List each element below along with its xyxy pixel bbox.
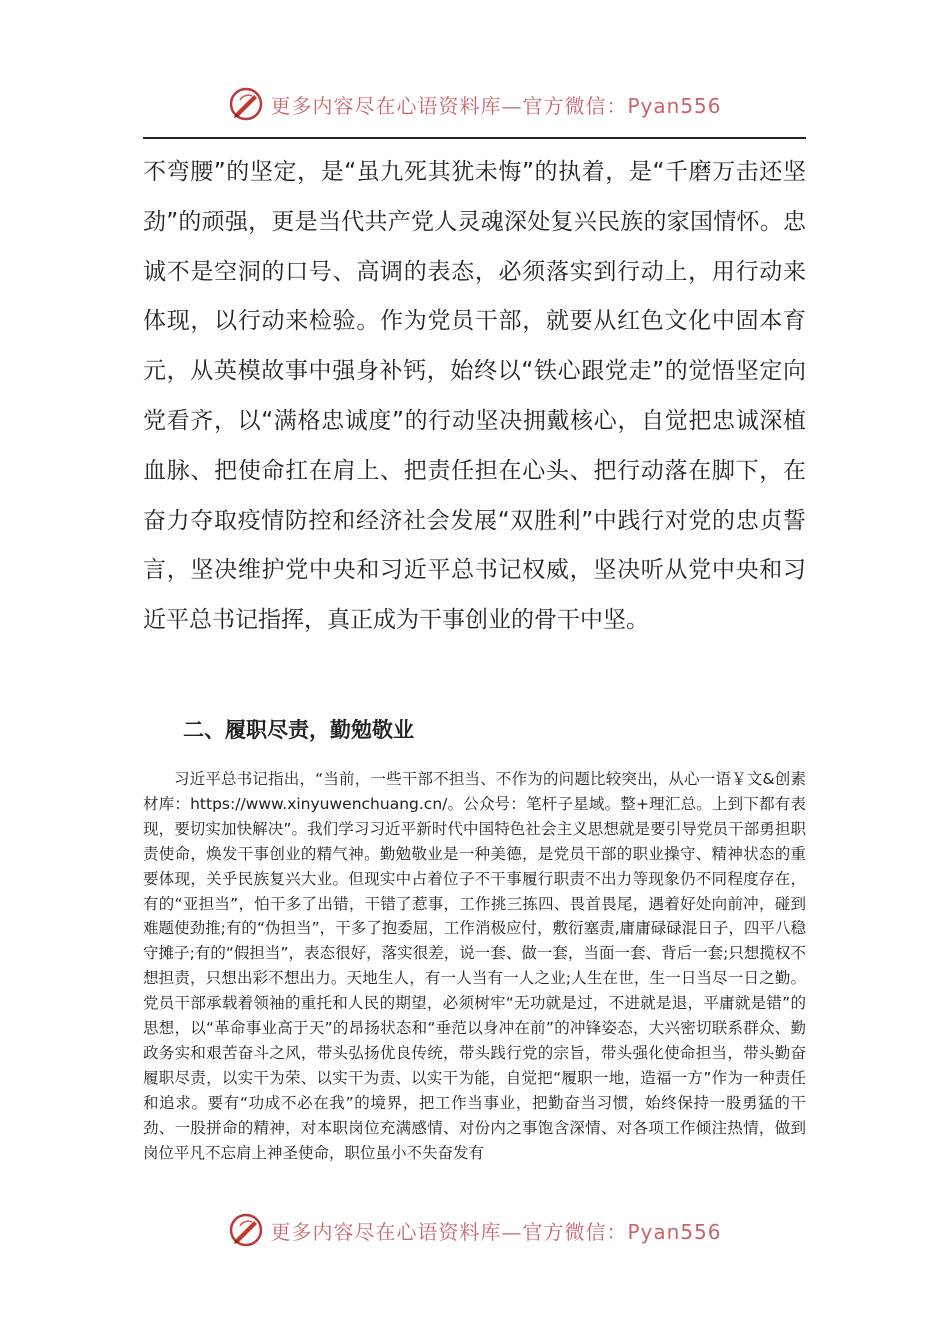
header-banner-text: 更多内容尽在心语资料库—官方微信： xyxy=(270,93,628,118)
section-heading: 二、履职尽责，勤勉敬业 xyxy=(183,718,414,742)
header-divider xyxy=(143,137,806,139)
footer-banner-text: 更多内容尽在心语资料库—官方微信： xyxy=(270,1219,628,1244)
footer-banner xyxy=(0,1208,950,1252)
header-banner xyxy=(0,82,950,126)
paragraph-2: 习近平总书记指出，“当前，一些干部不担当、不作为的问题比较突出，从心一语￥文&创素材库：https://www.xinyuwenchuang.cn/。公众号：笔杆子星域。整+理汇总。上到下都有表现，要切实加快解决”。我们学习习近平新时代中国特色社会主义思想就是要引导党员干部勇担职责使命，焕发干事创业的精气神。勤勉敬业是一种美德，是党员干部的职业操守、精神状态的重要体现，关乎民族复兴大业。但现实中占着位子不干事履行职责不出力等现象仍不同程度存在，有的“亚担当”，怕干多了出错，干错了惹事，工作挑三拣四、畏首畏尾，遇着好处向前冲，碰到难题使劲推;有的“伪担当”，干多了抱委屈，工作消极应付，敷衍塞责,庸庸碌碌混日子，四平八稳守摊子;有的“假担当”，表态很好，落实很差，说一套、做一套，当面一套、背后一套;只想揽权不想担责，只想出彩不想出力。天地生人，有一人当有一人之业;人生在世，生一日当尽一日之勤。党员干部承载着领袖的重托和人民的期望，必须树牢“无功就是过，不进就是退，平庸就是错”的思想，以“革命事业高于天”的昂扬状态和“垂范以身冲在前”的冲锋姿态，大兴密切联系群众、勤政务实和艰苦奋斗之风，带头弘扬优良传统，带头践行党的宗旨，带头强化使命担当，带头勤奋履职尽责，以实干为荣、以实干为责、以实干为能，自觉把“履职一地，造福一方”作为一种责任和追求。要有“功成不必在我”的境界，把工作当事业，把勤奋当习惯，始终保持一股勇猛的干劲、一股拼命的精神，对本职岗位充满感情、对份内之事饱含深情、对各项工作倾注热情，做到岗位平凡不忘肩上神圣使命，职位虽小不失奋发有 xyxy=(143,770,806,1162)
pen-logo-icon xyxy=(228,86,264,122)
footer-banner-handle: Pyan556 xyxy=(627,1219,722,1244)
header-banner-handle: Pyan556 xyxy=(627,93,722,118)
paragraph-1: 不弯腰”的坚定，是“虽九死其犹未悔”的执着，是“千磨万击还坚劲”的顽强，更是当代共产党人灵魂深处复兴民族的家国情怀。忠诚不是空洞的口号、高调的表态，必须落实到行动上，用行动来体现，以行动来检验。作为党员干部，就要从红色文化中固本育元，从英模故事中强身补钙，始终以“铁心跟党走”的觉悟坚定向党看齐，以“满格忠诚度”的行动坚决拥戴核心，自觉把忠诚深植血脉、把使命扛在肩上、把责任担在心头、把行动落在脚下，在奋力夺取疫情防控和经济社会发展“双胜利”中践行对党的忠贞誓言，坚决维护党中央和习近平总书记权威，坚决听从党中央和习近平总书记指挥，真正成为干事创业的骨干中坚。 xyxy=(143,159,806,634)
pen-logo-icon xyxy=(228,1212,264,1248)
